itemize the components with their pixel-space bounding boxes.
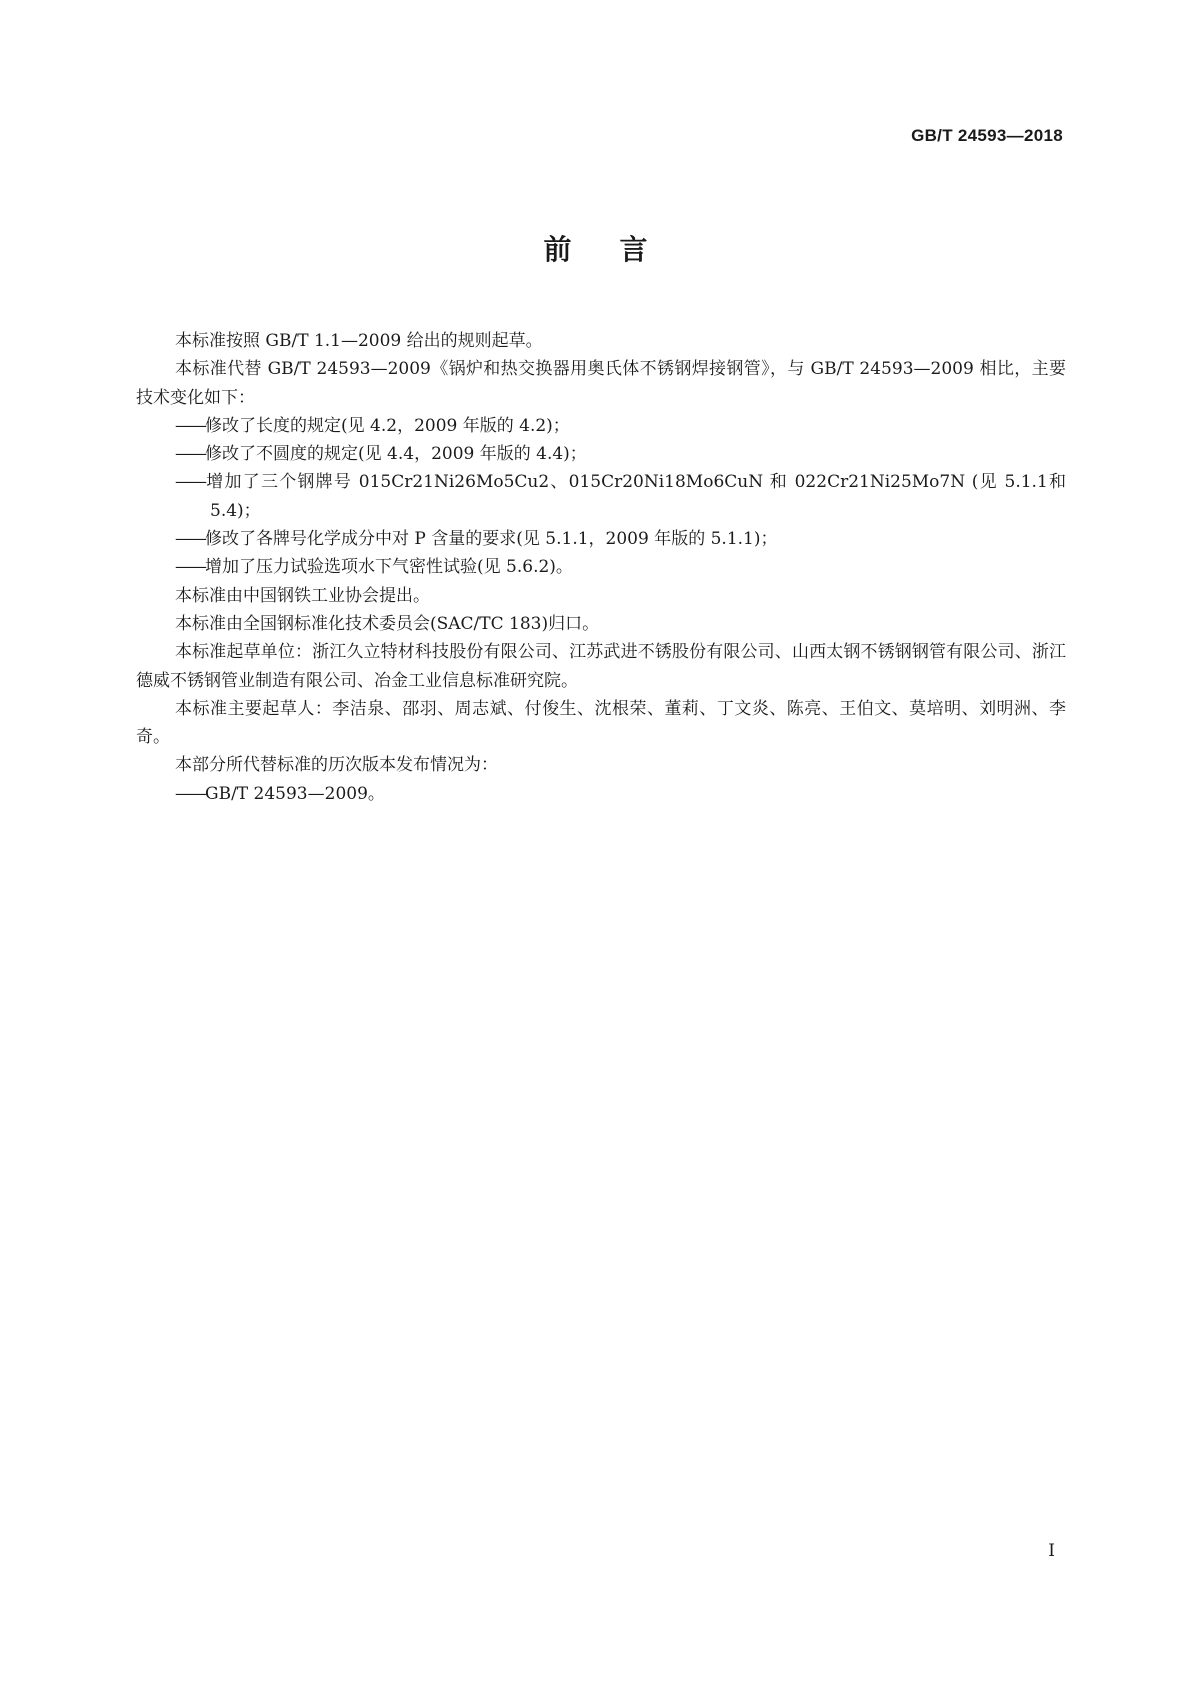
paragraph-committee: 本标准由全国钢标准化技术委员会(SAC/TC 183)归口。 [175, 613, 600, 634]
list-item-text: 增加了三个钢牌号 015Cr21Ni26Mo5Cu2、015Cr20Ni18Mo6CuN 和 022Cr21Ni25Mo7N (见 5.1.1和 5.4)； [205, 472, 1066, 521]
list-item-change [136, 553, 1066, 581]
list-item-change [136, 525, 1066, 553]
list-dash: —— [175, 472, 205, 493]
list-dash: —— [175, 444, 205, 465]
list-item-text: 修改了各牌号化学成分中对 P 含量的要求(见 5.1.1，2009 年版的 5.1.1)； [205, 529, 778, 550]
list-dash: —— [175, 557, 205, 578]
paragraph-replacement-note: 本标准代替 GB/T 24593—2009《锅炉和热交换器用奥氏体不锈钢焊接钢管》，与 GB/T 24593—2009 相比，主要技术变化如下： [136, 359, 1066, 408]
list-item-text: 增加了压力试验选项水下气密性试验(见 5.6.2)。 [205, 557, 573, 578]
list-item-text: 修改了不圆度的规定(见 4.4，2009 年版的 4.4)； [205, 444, 587, 465]
list-item-history [136, 780, 1066, 808]
paragraph-history-intro: 本部分所代替标准的历次版本发布情况为： [175, 755, 498, 776]
page-number: I [1048, 1541, 1055, 1561]
list-item-change [136, 468, 1066, 525]
list-item-text: 修改了长度的规定(见 4.2，2009 年版的 4.2)； [205, 415, 570, 436]
document-body [136, 327, 1066, 808]
list-item-change [136, 412, 1066, 440]
paragraph-drafting-units: 本标准起草单位：浙江久立特材科技股份有限公司、江苏武进不锈股份有限公司、山西太钢不锈钢钢管有限公司、浙江德威不锈钢管业制造有限公司、冶金工业信息标准研究院。 [136, 642, 1066, 691]
list-item-text: GB/T 24593—2009。 [205, 783, 385, 804]
paragraph-proposer: 本标准由中国钢铁工业协会提出。 [175, 585, 430, 606]
list-dash: —— [175, 529, 205, 550]
list-item-change [136, 440, 1066, 468]
standard-code: GB/T 24593—2018 [911, 126, 1063, 145]
list-dash: —— [175, 783, 205, 804]
paragraph-drafting-rules: 本标准按照 GB/T 1.1—2009 给出的规则起草。 [175, 331, 543, 351]
paragraph-drafters: 本标准主要起草人：李洁泉、邵羽、周志斌、付俊生、沈根荣、董莉、丁文炎、陈亮、王伯文、莫培明、刘明洲、李奇。 [136, 698, 1066, 748]
page-title: 前言 [543, 233, 696, 266]
list-dash: —— [175, 415, 205, 436]
